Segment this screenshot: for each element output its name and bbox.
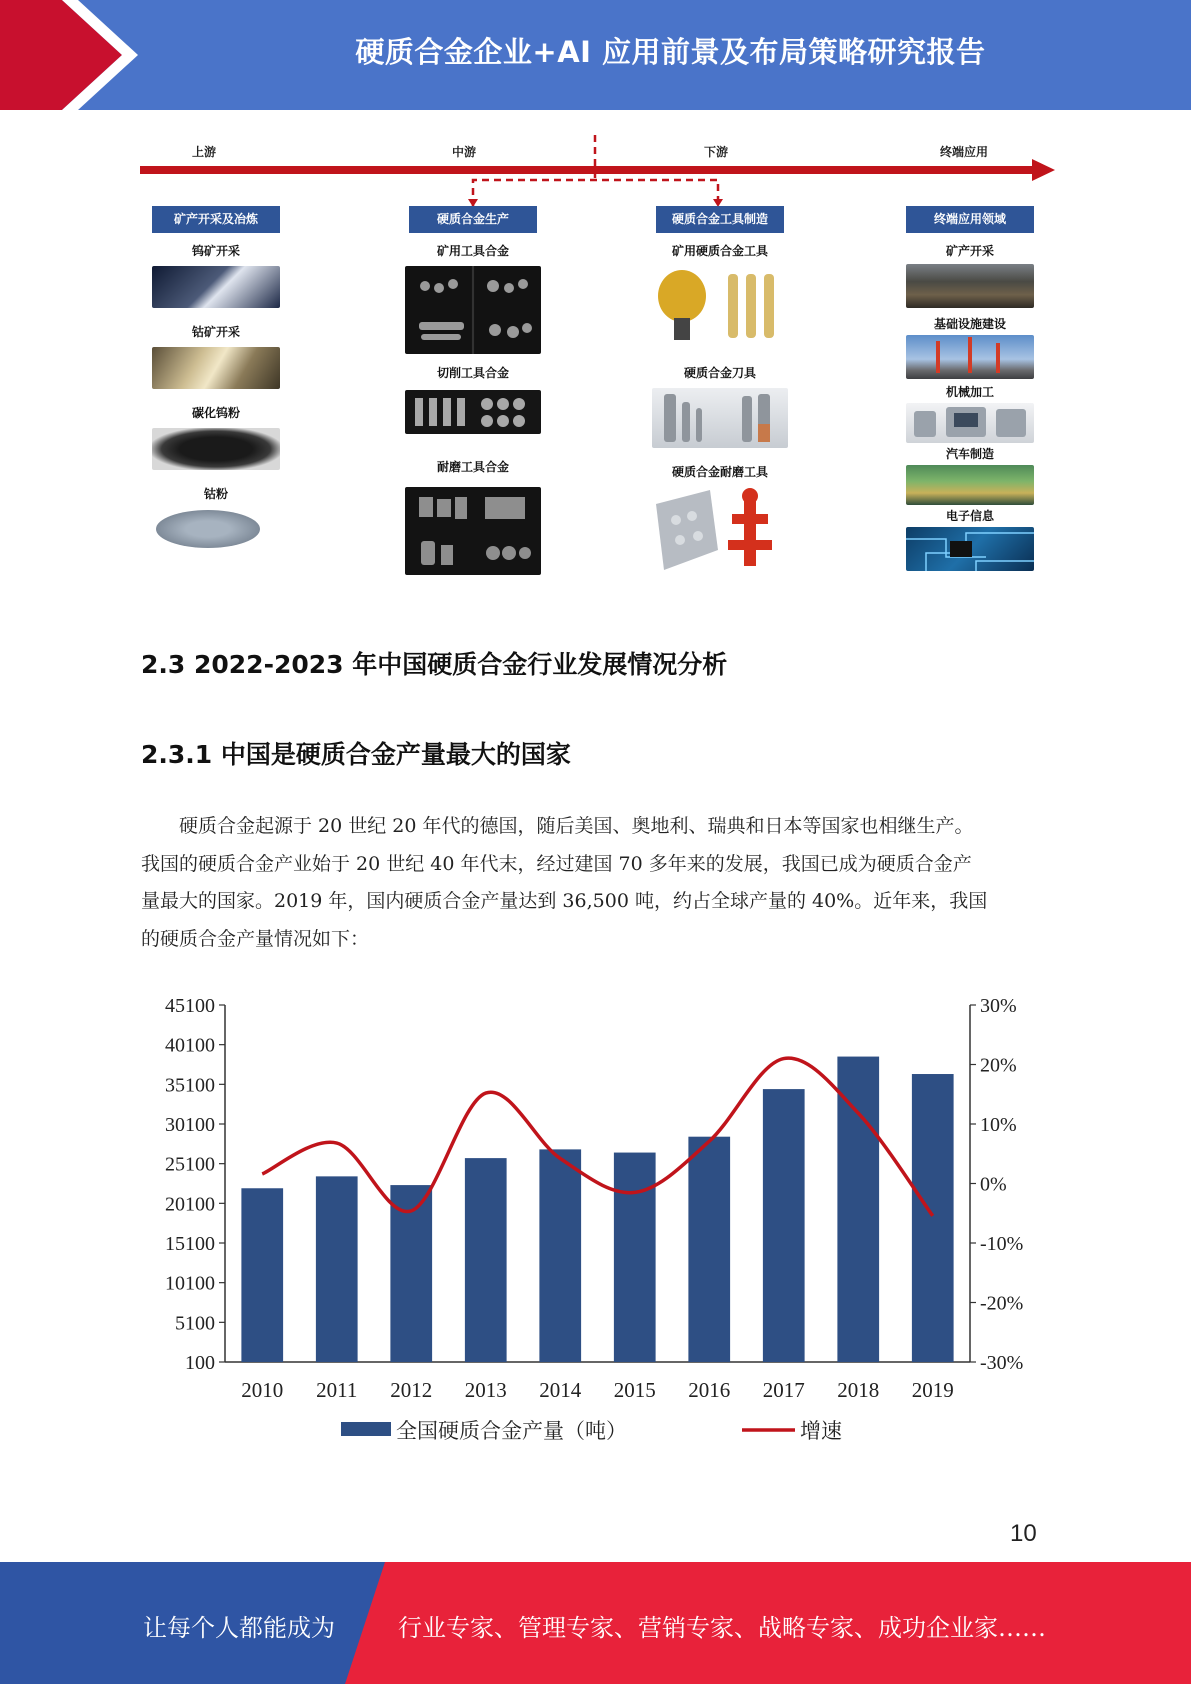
left-tick-label: 100 (185, 1352, 215, 1374)
downstream-item: 矿用硬质合金工具 (671, 244, 768, 258)
x-tick-label: 2010 (241, 1378, 284, 1402)
subsection-heading: 2.3.1 中国是硬质合金产量最大的国家 (141, 740, 571, 769)
bar (465, 1158, 507, 1362)
production-chart (130, 980, 1060, 1440)
body-paragraph (141, 808, 1034, 958)
right-tick-label: 10% (980, 1114, 1017, 1136)
paragraph-line: 硬质合金起源于 20 世纪 20 年代的德国，随后美国、奥地利、瑞典和日本等国家也相继生产。 (179, 815, 974, 837)
cutting-alloy-image (405, 390, 541, 434)
stage-midstream: 中游 (452, 145, 477, 159)
production-chart-svg (130, 980, 1060, 1440)
legend-line-label: 增速 (800, 1419, 842, 1440)
terminal-item: 机械加工 (945, 385, 994, 399)
downstream-title: 硬质合金工具制造 (656, 206, 784, 233)
right-tick-label: 20% (980, 1054, 1017, 1077)
mining-alloy-image (405, 266, 541, 354)
midstream-item: 耐磨工具合金 (436, 460, 509, 474)
midstream-item: 矿用工具合金 (436, 244, 509, 258)
growth-line (262, 1058, 933, 1216)
cutting-tool-mills (652, 388, 788, 448)
terminal-item: 矿产开采 (945, 244, 994, 258)
bar (539, 1149, 581, 1362)
wear-alloy-parts (405, 487, 541, 575)
wear-alloy-image (405, 487, 541, 575)
stage-upstream: 上游 (192, 145, 217, 159)
paragraph-line: 的硬质合金产量情况如下： (141, 927, 370, 950)
upstream-item: 碳化钨粉 (191, 406, 240, 420)
electronics-image (906, 527, 1034, 571)
bar (912, 1074, 954, 1362)
left-tick-label: 15100 (165, 1233, 215, 1255)
cutting-tool-image (652, 388, 788, 448)
report-title: 硬质合金企业+AI 应用前景及布局策略研究报告 (355, 35, 986, 69)
cobalt-ore-image (152, 347, 280, 389)
legend-bar-label: 全国硬质合金产量（吨） (396, 1419, 627, 1440)
stage-terminal: 终端应用 (940, 145, 989, 159)
midstream-title: 硬质合金生产 (409, 206, 537, 233)
x-tick-label: 2018 (837, 1378, 880, 1402)
cutting-alloy-parts (405, 390, 541, 434)
electronics-circuit (906, 527, 1034, 571)
footer-slogan-right: 行业专家、管理专家、营销专家、战略专家、成功企业家…… (398, 1614, 1046, 1642)
section-heading: 2.3 2022-2023 年中国硬质合金行业发展情况分析 (141, 650, 728, 679)
upstream-item: 钴矿开采 (191, 325, 240, 339)
upstream-item: 钴粉 (203, 487, 228, 501)
left-tick-label: 20100 (165, 1193, 215, 1216)
bar (316, 1176, 358, 1362)
x-tick-label: 2015 (613, 1378, 656, 1402)
page-header (0, 0, 1191, 110)
left-tick-label: 5100 (175, 1312, 215, 1335)
tungsten-ore-image (152, 266, 280, 308)
automotive-image (906, 465, 1034, 505)
legend-bar-swatch (341, 1422, 391, 1436)
right-tick-label: 30% (980, 995, 1017, 1017)
paragraph-line: 我国的硬质合金产业始于 20 世纪 40 年代末，经过建国 70 多年来的发展，我国已成为硬质合金产 (141, 852, 972, 875)
wear-tool-image (652, 486, 788, 576)
paragraph-line: 量最大的国家。2019 年，国内硬质合金产量达到 36,500 吨，约占全球产量的 40%。近年来，我国 (141, 890, 988, 912)
footer-slogan-left: 让每个人都能成为 (143, 1614, 335, 1642)
left-tick-label: 45100 (165, 995, 215, 1017)
x-tick-label: 2016 (688, 1378, 731, 1402)
x-tick-label: 2014 (539, 1378, 582, 1402)
bar (614, 1153, 656, 1362)
infrastructure-image (906, 335, 1034, 379)
downstream-item: 硬质合金耐磨工具 (671, 465, 768, 479)
terminal-item: 基础设施建设 (933, 317, 1006, 331)
cobalt-powder-image (156, 510, 260, 548)
left-tick-label: 30100 (165, 1114, 215, 1136)
x-tick-label: 2017 (762, 1378, 805, 1402)
bar (688, 1137, 730, 1362)
bar (241, 1188, 283, 1362)
terminal-title: 终端应用领域 (906, 206, 1034, 233)
left-tick-label: 40100 (165, 1034, 215, 1057)
downstream-item: 硬质合金刀具 (683, 366, 756, 380)
right-tick-label: -20% (980, 1292, 1024, 1315)
right-tick-label: -30% (980, 1352, 1024, 1374)
left-tick-label: 10100 (165, 1272, 215, 1295)
wear-tool-parts (652, 486, 788, 576)
right-tick-label: 0% (980, 1173, 1007, 1196)
left-tick-label: 35100 (165, 1074, 215, 1097)
machining-image (906, 403, 1034, 443)
terminal-item: 汽车制造 (945, 447, 994, 461)
infrastructure-cranes (906, 335, 1034, 379)
terminal-item: 电子信息 (945, 509, 994, 523)
bar (837, 1057, 879, 1362)
page-number: 10 (1010, 1520, 1037, 1547)
mining-tool-image (652, 266, 788, 348)
x-tick-label: 2019 (911, 1378, 954, 1402)
x-tick-label: 2013 (464, 1378, 507, 1402)
mining-site-image (906, 264, 1034, 308)
stage-downstream: 下游 (704, 145, 729, 159)
mining-tool-bits (652, 266, 788, 348)
mining-alloy-parts (405, 266, 541, 354)
left-tick-label: 25100 (165, 1153, 215, 1176)
value-chain-diagram (130, 125, 1060, 585)
machining-units (906, 403, 1034, 443)
upstream-item: 钨矿开采 (191, 244, 240, 258)
x-tick-label: 2011 (316, 1378, 358, 1402)
tungsten-carbide-powder-image (152, 428, 280, 470)
x-tick-label: 2012 (390, 1378, 433, 1402)
midstream-item: 切削工具合金 (436, 366, 509, 380)
header-chevron (0, 0, 150, 110)
right-tick-label: -10% (980, 1233, 1024, 1255)
upstream-title: 矿产开采及冶炼 (152, 206, 280, 233)
bar (763, 1089, 805, 1362)
